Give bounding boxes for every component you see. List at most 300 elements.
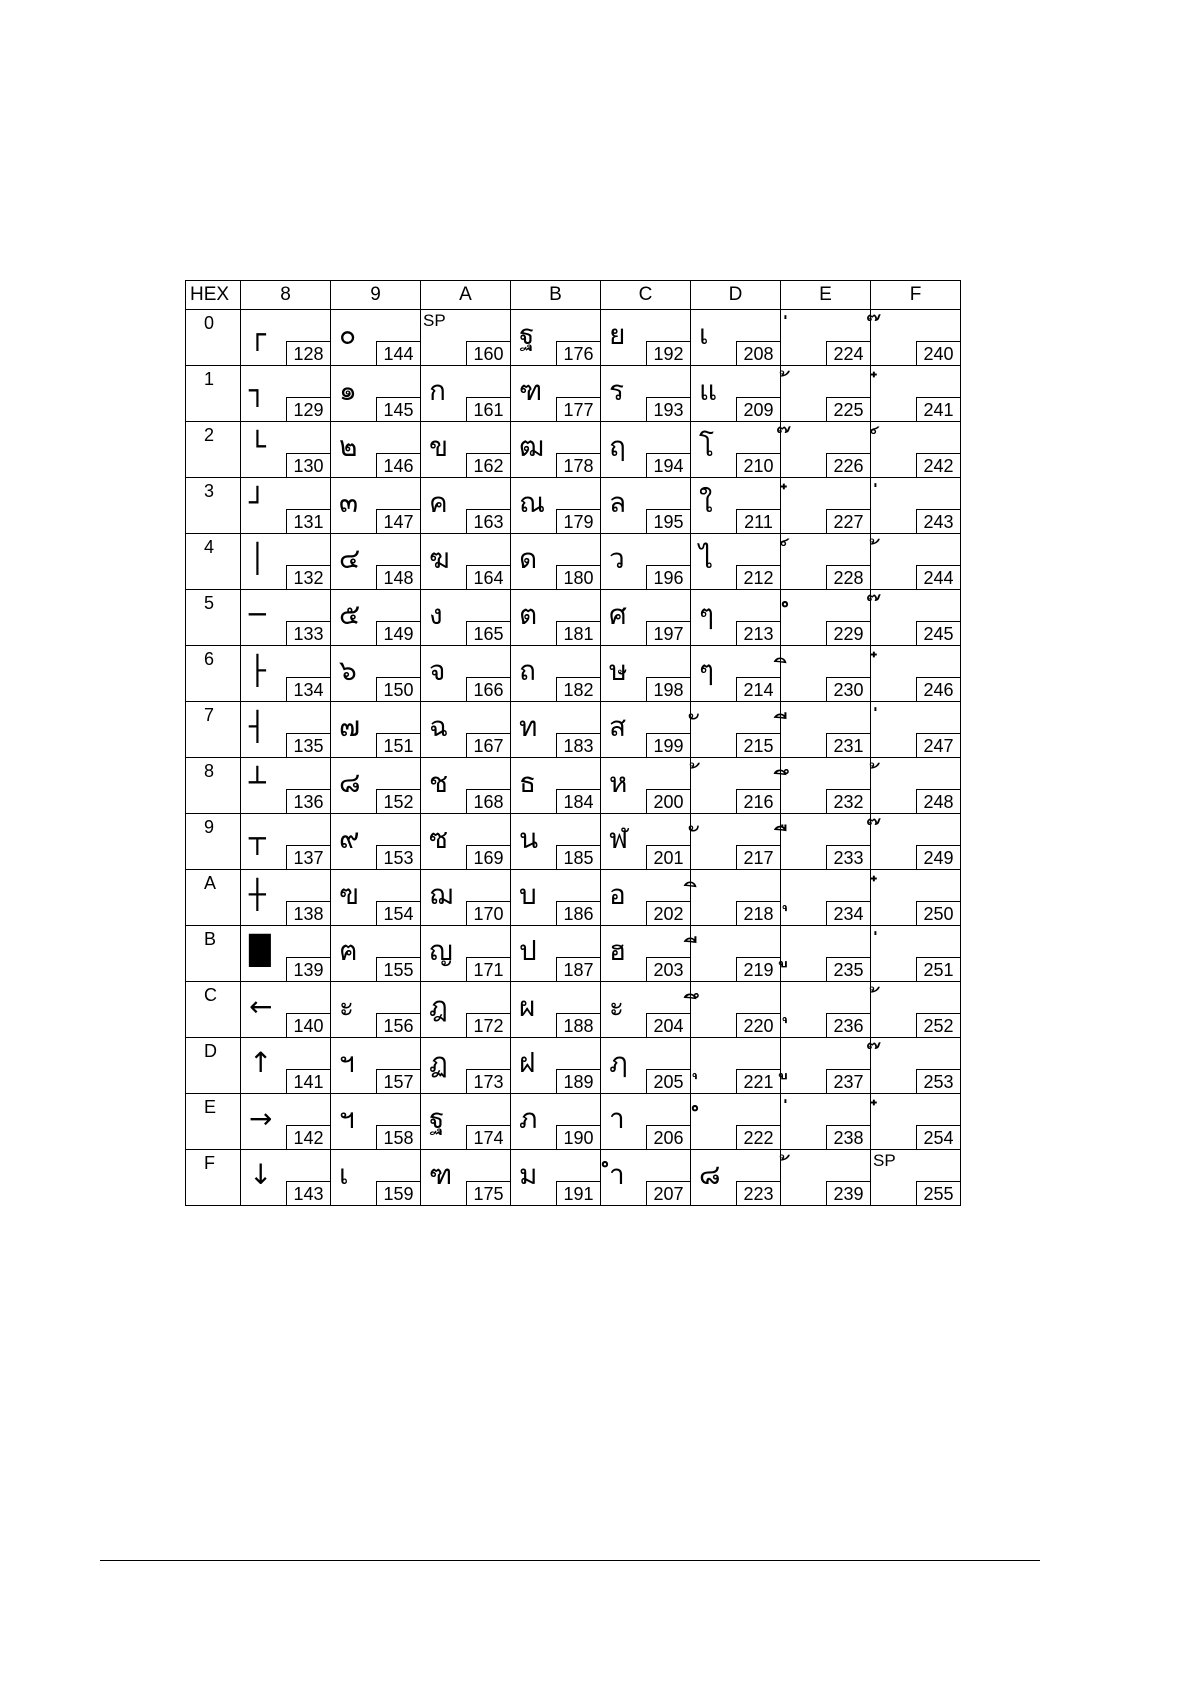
decimal-code: 228: [826, 565, 870, 589]
character-glyph: ↓: [249, 1158, 273, 1191]
decimal-code: 141: [286, 1069, 330, 1093]
decimal-code: 191: [556, 1181, 600, 1205]
decimal-code: 204: [646, 1013, 690, 1037]
character-glyph: ๙: [339, 822, 360, 855]
code-cell: [331, 1038, 421, 1094]
character-code-table: [185, 280, 961, 1206]
decimal-code: 220: [736, 1013, 780, 1037]
code-cell: [781, 310, 871, 366]
character-glyph: ฃ: [339, 878, 359, 911]
decimal-code: 238: [826, 1125, 870, 1149]
decimal-code: 173: [466, 1069, 510, 1093]
character-glyph: ฏ: [429, 1046, 448, 1079]
code-cell: [421, 758, 511, 814]
code-cell: [511, 1038, 601, 1094]
code-cell: [241, 1038, 331, 1094]
row-label: 9: [186, 814, 241, 870]
row-label: 5: [186, 590, 241, 646]
character-glyph: ┌: [249, 318, 266, 351]
code-cell: [781, 814, 871, 870]
character-glyph: ฉ: [429, 710, 449, 743]
code-cell: [511, 590, 601, 646]
code-cell: [331, 1150, 421, 1206]
code-cell: [511, 982, 601, 1038]
row-label: B: [186, 926, 241, 982]
table-row: [186, 1038, 961, 1094]
decimal-code: 165: [466, 621, 510, 645]
character-glyph: ก: [429, 374, 446, 407]
decimal-code: 138: [286, 901, 330, 925]
code-cell: [601, 478, 691, 534]
code-cell: [781, 1038, 871, 1094]
table-row: [186, 590, 961, 646]
decimal-code: 175: [466, 1181, 510, 1205]
decimal-code: 219: [736, 957, 780, 981]
character-glyph: ๒: [339, 430, 358, 463]
table-row: [186, 534, 961, 590]
character-glyph: ←: [249, 990, 273, 1023]
decimal-code: 159: [376, 1181, 420, 1205]
table-row: [186, 870, 961, 926]
code-cell: [871, 366, 961, 422]
character-glyph: ฆ: [429, 542, 450, 575]
column-header: D: [691, 281, 781, 310]
code-cell: [241, 870, 331, 926]
code-cell: [511, 870, 601, 926]
character-glyph: ธ: [519, 766, 537, 799]
decimal-code: 137: [286, 845, 330, 869]
character-glyph: ใ: [699, 486, 713, 519]
decimal-code: 133: [286, 621, 330, 645]
code-cell: [331, 366, 421, 422]
table-row: [186, 758, 961, 814]
decimal-code: 163: [466, 509, 510, 533]
row-label: 1: [186, 366, 241, 422]
decimal-code: 248: [916, 789, 960, 813]
table-row: [186, 1150, 961, 1206]
code-cell: [241, 814, 331, 870]
decimal-code: 221: [736, 1069, 780, 1093]
decimal-code: 129: [286, 397, 330, 421]
code-cell: [871, 646, 961, 702]
decimal-code: 145: [376, 397, 420, 421]
code-cell: [511, 534, 601, 590]
character-glyph: ฌ: [429, 878, 453, 911]
row-label: E: [186, 1094, 241, 1150]
decimal-code: 164: [466, 565, 510, 589]
character-glyph: └: [249, 430, 266, 463]
code-cell: [241, 478, 331, 534]
character-glyph: ├: [249, 654, 266, 687]
code-cell: [871, 1038, 961, 1094]
table-row: [186, 366, 961, 422]
decimal-code: 212: [736, 565, 780, 589]
decimal-code: 135: [286, 733, 330, 757]
code-cell: [331, 926, 421, 982]
decimal-code: 196: [646, 565, 690, 589]
code-cell: [691, 646, 781, 702]
decimal-code: 217: [736, 845, 780, 869]
character-glyph: เ: [339, 1158, 349, 1191]
decimal-code: 140: [286, 1013, 330, 1037]
column-header: F: [871, 281, 961, 310]
decimal-code: 142: [286, 1125, 330, 1149]
character-glyph: ฤ: [609, 430, 626, 463]
decimal-code: 147: [376, 509, 420, 533]
character-glyph: ำ: [609, 1158, 625, 1191]
decimal-code: 143: [286, 1181, 330, 1205]
character-glyph: SP: [873, 1151, 896, 1170]
code-cell: [601, 758, 691, 814]
code-cell: [331, 534, 421, 590]
decimal-code: 174: [466, 1125, 510, 1149]
character-glyph: ล: [609, 486, 627, 519]
character-glyph: ม: [519, 1158, 538, 1191]
character-glyph: ว: [609, 542, 625, 575]
decimal-code: 246: [916, 677, 960, 701]
footer-rule: [100, 1560, 1040, 1561]
code-cell: [691, 534, 781, 590]
character-glyph: ๘: [699, 1158, 721, 1191]
character-glyph: █: [249, 934, 271, 967]
code-cell: [421, 870, 511, 926]
decimal-code: 218: [736, 901, 780, 925]
decimal-code: 205: [646, 1069, 690, 1093]
character-glyph: ๐: [339, 318, 357, 351]
decimal-code: 233: [826, 845, 870, 869]
code-cell: [511, 814, 601, 870]
decimal-code: 254: [916, 1125, 960, 1149]
code-cell: [421, 982, 511, 1038]
code-cell: [511, 1150, 601, 1206]
decimal-code: 227: [826, 509, 870, 533]
decimal-code: 160: [466, 341, 510, 365]
decimal-code: 153: [376, 845, 420, 869]
character-glyph: ด: [519, 542, 538, 575]
decimal-code: 251: [916, 957, 960, 981]
decimal-code: 184: [556, 789, 600, 813]
code-cell: [691, 310, 781, 366]
table-row: [186, 422, 961, 478]
code-cell: [421, 1150, 511, 1206]
code-cell: [331, 1094, 421, 1150]
table-row: [186, 926, 961, 982]
code-cell: [601, 814, 691, 870]
character-glyph: ๆ: [699, 598, 715, 631]
decimal-code: 181: [556, 621, 600, 645]
decimal-code: 190: [556, 1125, 600, 1149]
code-cell: [601, 1150, 691, 1206]
decimal-code: 213: [736, 621, 780, 645]
code-cell: [331, 702, 421, 758]
decimal-code: 177: [556, 397, 600, 421]
character-glyph: ๗: [339, 710, 361, 743]
code-cell: [871, 982, 961, 1038]
code-cell: [781, 646, 871, 702]
character-glyph: ๔: [339, 542, 361, 575]
decimal-code: 157: [376, 1069, 420, 1093]
code-cell: [871, 702, 961, 758]
table-row: [186, 310, 961, 366]
column-header: A: [421, 281, 511, 310]
code-cell: [241, 1150, 331, 1206]
code-cell: [871, 534, 961, 590]
character-glyph: ษ: [609, 654, 628, 687]
character-glyph: ช: [429, 766, 449, 799]
character-glyph: │: [249, 542, 266, 575]
character-glyph: ─: [249, 598, 266, 631]
code-cell: [331, 478, 421, 534]
code-cell: [601, 366, 691, 422]
code-cell: [781, 478, 871, 534]
code-cell: [331, 814, 421, 870]
character-glyph: ฅ: [339, 934, 358, 967]
decimal-code: 198: [646, 677, 690, 701]
decimal-code: 144: [376, 341, 420, 365]
code-cell: [781, 702, 871, 758]
code-cell: [871, 758, 961, 814]
code-cell: [241, 982, 331, 1038]
decimal-code: 252: [916, 1013, 960, 1037]
table-row: [186, 478, 961, 534]
code-cell: [331, 422, 421, 478]
code-cell: [601, 926, 691, 982]
code-cell: [241, 702, 331, 758]
character-glyph: ค: [429, 486, 448, 519]
code-cell: [781, 422, 871, 478]
code-cell: [871, 814, 961, 870]
code-cell: [781, 870, 871, 926]
code-cell: [781, 758, 871, 814]
code-cell: [781, 590, 871, 646]
decimal-code: 245: [916, 621, 960, 645]
decimal-code: 242: [916, 453, 960, 477]
code-cell: [421, 814, 511, 870]
code-cell: [871, 310, 961, 366]
character-glyph: ฐ: [429, 1102, 445, 1135]
code-cell: [691, 1150, 781, 1206]
decimal-code: 222: [736, 1125, 780, 1149]
row-label: 0: [186, 310, 241, 366]
character-glyph: ฯ: [339, 1102, 355, 1135]
code-cell: [511, 422, 601, 478]
decimal-code: 231: [826, 733, 870, 757]
code-cell: [421, 422, 511, 478]
code-cell: [511, 366, 601, 422]
decimal-code: 195: [646, 509, 690, 533]
decimal-code: 139: [286, 957, 330, 981]
code-cell: [601, 646, 691, 702]
code-cell: [421, 478, 511, 534]
character-glyph: ง: [429, 598, 443, 631]
decimal-code: 131: [286, 509, 330, 533]
table-row: [186, 702, 961, 758]
character-glyph: ซ: [429, 822, 449, 855]
character-glyph: ผ: [519, 990, 536, 1023]
decimal-code: 189: [556, 1069, 600, 1093]
character-glyph: ฒ: [519, 430, 545, 463]
decimal-code: 255: [916, 1181, 960, 1205]
decimal-code: 192: [646, 341, 690, 365]
column-header: B: [511, 281, 601, 310]
column-header: 9: [331, 281, 421, 310]
character-glyph: ณ: [519, 486, 545, 519]
code-cell: [691, 478, 781, 534]
decimal-code: 183: [556, 733, 600, 757]
decimal-code: 187: [556, 957, 600, 981]
character-glyph: บ: [519, 878, 537, 911]
code-cell: [241, 310, 331, 366]
code-cell: [691, 814, 781, 870]
decimal-code: 200: [646, 789, 690, 813]
character-glyph: ถ: [519, 654, 536, 687]
code-cell: [601, 1094, 691, 1150]
decimal-code: 185: [556, 845, 600, 869]
code-cell: [331, 310, 421, 366]
decimal-code: 247: [916, 733, 960, 757]
decimal-code: 224: [826, 341, 870, 365]
decimal-code: 201: [646, 845, 690, 869]
decimal-code: 229: [826, 621, 870, 645]
decimal-code: 216: [736, 789, 780, 813]
decimal-code: 134: [286, 677, 330, 701]
decimal-code: 253: [916, 1069, 960, 1093]
row-label: 6: [186, 646, 241, 702]
column-header: C: [601, 281, 691, 310]
code-cell: [241, 366, 331, 422]
code-cell: [601, 534, 691, 590]
character-glyph: ศ: [609, 598, 627, 631]
code-cell: [241, 926, 331, 982]
code-cell: [691, 870, 781, 926]
decimal-code: 148: [376, 565, 420, 589]
character-glyph: ๖: [339, 654, 357, 687]
character-glyph: ┐: [249, 374, 266, 407]
row-label: 4: [186, 534, 241, 590]
character-glyph: ๑: [339, 374, 357, 407]
code-cell: [691, 366, 781, 422]
character-glyph: ๓: [339, 486, 359, 519]
character-glyph: ย: [609, 318, 626, 351]
decimal-code: 203: [646, 957, 690, 981]
character-glyph: ฑ: [429, 1158, 453, 1191]
decimal-code: 241: [916, 397, 960, 421]
code-cell: [871, 870, 961, 926]
character-glyph: โ: [699, 430, 715, 463]
decimal-code: 206: [646, 1125, 690, 1149]
code-cell: [511, 1094, 601, 1150]
character-glyph: ป: [519, 934, 537, 967]
decimal-code: 237: [826, 1069, 870, 1093]
code-cell: [421, 590, 511, 646]
character-glyph: ต: [519, 598, 538, 631]
code-cell: [511, 310, 601, 366]
decimal-code: 149: [376, 621, 420, 645]
code-cell: [781, 982, 871, 1038]
code-cell: [781, 534, 871, 590]
character-glyph: ภ: [519, 1102, 538, 1135]
character-glyph: เ: [699, 318, 709, 351]
character-glyph: ┘: [249, 486, 266, 519]
decimal-code: 211: [736, 509, 780, 533]
decimal-code: 197: [646, 621, 690, 645]
decimal-code: 235: [826, 957, 870, 981]
decimal-code: 243: [916, 509, 960, 533]
code-cell: [421, 534, 511, 590]
code-cell: [421, 1038, 511, 1094]
character-glyph: ┬: [249, 822, 266, 855]
code-cell: [781, 1094, 871, 1150]
character-glyph: แ: [699, 374, 718, 407]
decimal-code: 130: [286, 453, 330, 477]
code-cell: [421, 310, 511, 366]
decimal-code: 236: [826, 1013, 870, 1037]
decimal-code: 240: [916, 341, 960, 365]
decimal-code: 172: [466, 1013, 510, 1037]
row-label: 3: [186, 478, 241, 534]
code-cell: [691, 1038, 781, 1094]
decimal-code: 180: [556, 565, 600, 589]
decimal-code: 199: [646, 733, 690, 757]
decimal-code: 193: [646, 397, 690, 421]
code-cell: [241, 758, 331, 814]
code-cell: [781, 366, 871, 422]
code-cell: [511, 926, 601, 982]
row-label: 7: [186, 702, 241, 758]
character-glyph: ┴: [249, 766, 266, 799]
code-cell: [511, 702, 601, 758]
header-row: [186, 281, 961, 310]
code-cell: [871, 422, 961, 478]
character-glyph: ฎ: [429, 990, 448, 1023]
decimal-code: 179: [556, 509, 600, 533]
character-glyph: ฮ: [609, 934, 627, 967]
code-cell: [241, 422, 331, 478]
decimal-code: 152: [376, 789, 420, 813]
character-glyph: ┼: [249, 878, 266, 911]
code-cell: [691, 1094, 781, 1150]
character-glyph: ข: [429, 430, 449, 463]
code-cell: [781, 1150, 871, 1206]
code-cell: [601, 982, 691, 1038]
decimal-code: 151: [376, 733, 420, 757]
row-label: A: [186, 870, 241, 926]
code-cell: [241, 590, 331, 646]
decimal-code: 209: [736, 397, 780, 421]
decimal-code: 158: [376, 1125, 420, 1149]
decimal-code: 167: [466, 733, 510, 757]
decimal-code: 223: [736, 1181, 780, 1205]
character-glyph: ๘: [339, 766, 361, 799]
row-label: 2: [186, 422, 241, 478]
character-glyph: า: [609, 1102, 625, 1135]
code-cell: [871, 926, 961, 982]
row-label: D: [186, 1038, 241, 1094]
code-cell: [511, 478, 601, 534]
row-label: 8: [186, 758, 241, 814]
character-glyph: ะ: [339, 990, 355, 1023]
code-cell: [871, 1094, 961, 1150]
code-cell: [331, 982, 421, 1038]
decimal-code: 161: [466, 397, 510, 421]
character-glyph: ┤: [249, 710, 266, 743]
character-glyph: ฬ: [609, 822, 629, 855]
code-cell: [601, 590, 691, 646]
decimal-code: 250: [916, 901, 960, 925]
decimal-code: 170: [466, 901, 510, 925]
character-glyph: จ: [429, 654, 446, 687]
decimal-code: 176: [556, 341, 600, 365]
